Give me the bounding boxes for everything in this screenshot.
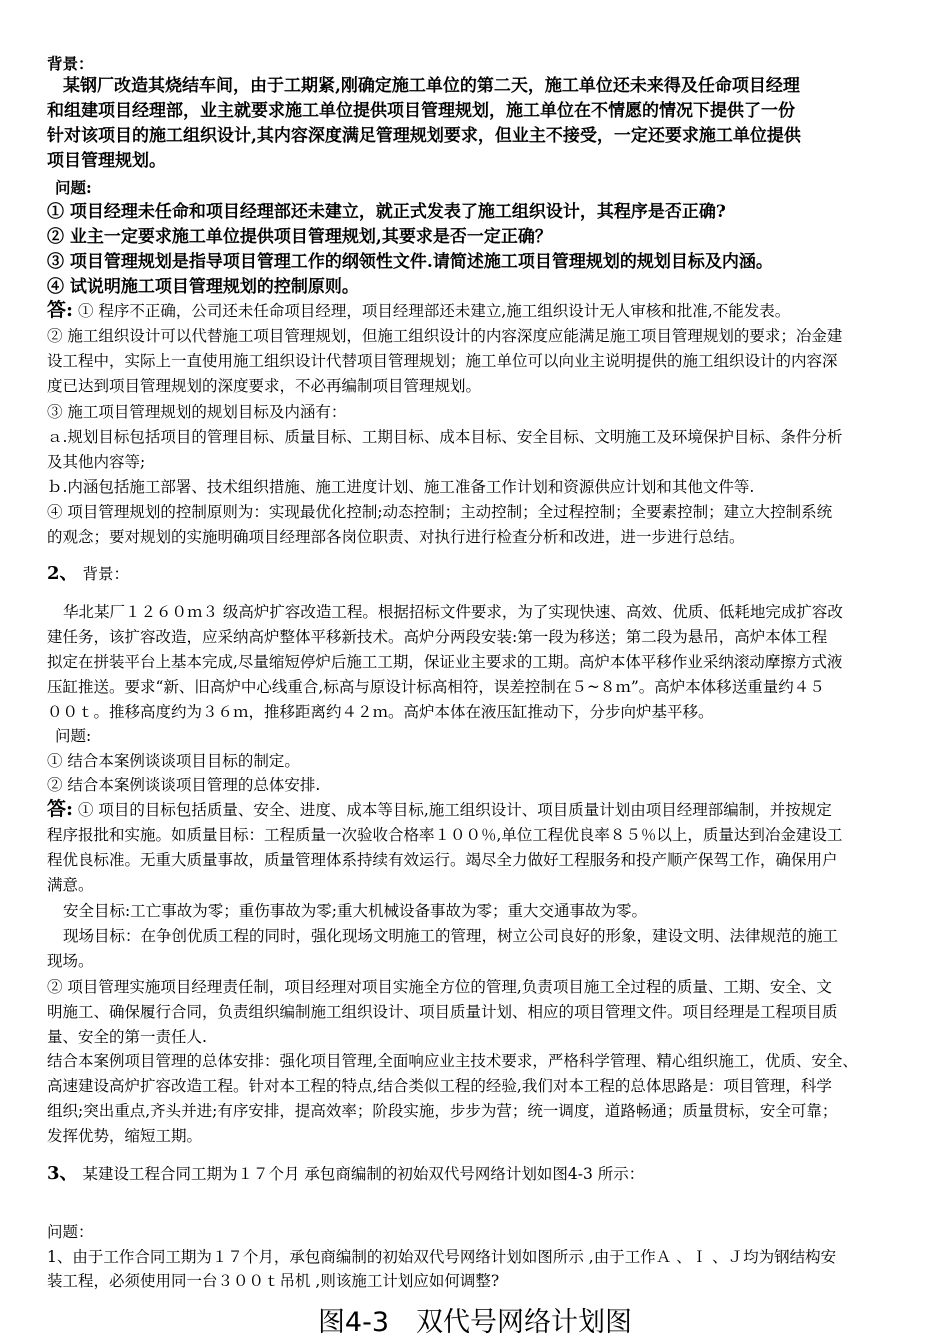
s2-heading	[47, 563, 129, 585]
s3-question-1-line: 装工程，必须使用同一台３００ｔ吊机 ,则该施工计划应如何调整?	[47, 1272, 500, 1290]
s2-site-goal-line: 现场。	[47, 952, 94, 970]
s1-question-heading: 问题:	[55, 178, 92, 197]
s2-overall-arrangement-line: 高速建设高炉扩容改造工程。针对本工程的特点,结合类似工程的经验,我们对本工程的总体思路是：项目管理，科学	[47, 1077, 832, 1095]
s1-paragraph-line: 项目管理规划。	[47, 151, 166, 171]
s1-answer-3a-line: ａ.规划目标包括项目的管理目标、质量目标、工期目标、成本目标、安全目标、文明施工及环境保护目标、条件分析	[47, 428, 843, 446]
s2-answer-line-1	[47, 799, 832, 821]
s1-answer-3: ③ 施工项目管理规划的规划目标及内涵有：	[47, 403, 347, 421]
s2-question-1: ① 结合本案例谈谈项目目标的制定。	[47, 752, 300, 770]
answer-label: 答:	[47, 299, 74, 321]
section-number: 3、	[47, 1163, 78, 1184]
s1-answer-1: ① 程序不正确，公司还未任命项目经理，项目经理部还未建立,施工组织设计无人审核和批准,不能发表。	[77, 302, 791, 320]
s2-answer-1-line: 程序报批和实施。如质量目标：工程质量一次验收合格率１００％,单位工程优良率８５％以上，质量达到冶金建设工	[47, 826, 843, 844]
s2-answer-2-line: 明施工、确保履行合同，负责组织编制施工组织设计、项目质量计划、相应的项目管理文件。项目经理是工程项目质	[47, 1003, 838, 1021]
s1-answer-2-line: ② 施工组织设计可以代替施工项目管理规划，但施工组织设计的内容深度应能满足施工项目管理规划的要求；冶金建	[47, 327, 843, 345]
s3-intro: 某建设工程合同工期为１７个月 承包商编制的初始双代号网络计划如图4-3 所示：	[82, 1165, 645, 1183]
s1-question-4: ④ 试说明施工项目管理规划的控制原则。	[47, 277, 359, 297]
answer-label: 答:	[47, 798, 74, 820]
s2-paragraph-line: 压缸推送。要求“新、旧高炉中心线重合,标高与原设计标高相符，误差控制在５~８ｍ”。高炉本体移送重量约４５	[47, 678, 825, 696]
s3-heading	[47, 1163, 644, 1185]
s2-answer-2-line: 量、安全的第一责任人.	[47, 1028, 207, 1046]
s1-question-3: ③ 项目管理规划是指导项目管理工作的纲领性文件.请简述施工项目管理规划的规划目标及内涵。	[47, 252, 773, 272]
s2-paragraph-line: 拟定在拼装平台上基本完成,尽量缩短停炉后施工工期，保证业主要求的工期。高炉本体平移作业采纳滚动摩擦方式液	[47, 653, 843, 671]
s2-answer-1-line: 程优良标准。无重大质量事故，质量管理体系持续有效运行。竭尽全力做好工程服务和投产顺产保驾工作，确保用户	[47, 851, 838, 869]
figure-caption: 图4-3 双代号网络计划图	[317, 1307, 633, 1338]
s1-paragraph-line: 和组建项目经理部，业主就要求施工单位提供项目管理规划，施工单位在不情愿的情况下提供了一份	[47, 101, 795, 121]
s1-paragraph-line: 某钢厂改造其烧结车间，由于工期紧,刚确定施工单位的第二天，施工单位还未来得及任命项目经理	[63, 76, 800, 96]
s2-site-goal-line: 现场目标：在争创优质工程的同时，强化现场文明施工的管理，树立公司良好的形象，建设文明、法律规范的施工	[63, 927, 839, 945]
s2-answer-2-line: ② 项目管理实施项目经理责任制，项目经理对项目实施全方位的管理,负责项目施工全过程的质量、工期、安全、文	[47, 978, 832, 996]
s1-answer-line-1	[47, 300, 790, 322]
section-number: 2、	[47, 563, 78, 584]
s1-answer-3a-line: 及其他内容等;	[47, 453, 146, 471]
s2-overall-arrangement-line: 发挥优势，缩短工期。	[47, 1127, 203, 1145]
s1-question-1: ① 项目经理未任命和项目经理部还未建立，就正式发表了施工组织设计，其程序是否正确?	[47, 202, 726, 222]
s3-question-1-line: 1、由于工作合同工期为１７个月，承包商编制的初始双代号网络计划如图所示 ,由于工作Ａ 、Ｉ 、Ｊ均为钢结构安	[47, 1248, 837, 1266]
s2-paragraph-line: 华北某厂１２６０ｍ３ 级高炉扩容改造工程。根据招标文件要求，为了实现快速、高效、优质、低耗地完成扩容改	[63, 603, 843, 621]
s2-question-2: ② 结合本案例谈谈项目管理的总体安排.	[47, 776, 321, 794]
s1-question-2: ② 业主一定要求施工单位提供项目管理规划,其要求是否一定正确？	[47, 227, 552, 247]
s2-safety-goal: 安全目标:工亡事故为零；重伤事故为零;重大机械设备事故为零；重大交通事故为零。	[63, 902, 647, 920]
s2-question-heading: 问题:	[55, 727, 92, 745]
s2-paragraph-line: 建任务，该扩容改造，应采纳高炉整体平移新技术。高炉分两段安装:第一段为移送；第二段为悬吊，高炉本体工程	[47, 628, 828, 646]
s2-answer-1: ① 项目的目标包括质量、安全、进度、成本等目标,施工组织设计、项目质量计划由项目经理部编制，并按规定	[77, 801, 832, 819]
s3-question-heading: 问题：	[47, 1223, 94, 1241]
s2-answer-1-line: 满意。	[47, 876, 94, 894]
s1-background-heading: 背景：	[47, 54, 94, 73]
s2-overall-arrangement-line: 结合本案例项目管理的总体安排：强化项目管理,全面响应业主技术要求，严格科学管理、精心组织施工，优质、安全、	[47, 1052, 858, 1070]
s1-paragraph-line: 针对该项目的施工组织设计,其内容深度满足管理规划要求，但业主不接受，一定还要求施工单位提供	[47, 126, 801, 146]
s2-overall-arrangement-line: 组织;突出重点,齐头并进;有序安排，提高效率；阶段实施，步步为营；统一调度，道路畅通；质量贯标，安全可靠；	[47, 1102, 838, 1120]
s1-answer-2-line: 设工程中，实际上一直使用施工组织设计代替项目管理规划；施工单位可以向业主说明提供的施工组织设计的内容深	[47, 352, 838, 370]
s2-background-heading: 背景：	[82, 565, 129, 583]
s1-answer-4-line: 的观念；要对规划的实施明确项目经理部各岗位职责、对执行进行检查分析和改进，进一步进行总结。	[47, 528, 745, 546]
s1-answer-2-line: 度已达到项目管理规划的深度要求，不必再编制项目管理规划。	[47, 377, 482, 395]
s1-answer-4-line: ④ 项目管理规划的控制原则为：实现最优化控制;动态控制；主动控制；全过程控制；全要素控制；建立大控制系统	[47, 503, 833, 521]
s1-answer-3b: ｂ.内涵包括施工部署、技术组织措施、施工进度计划、施工准备工作计划和资源供应计划和其他文件等.	[47, 478, 755, 496]
s2-paragraph-line: ００ｔ。推移高度约为３６ｍ，推移距离约４２ｍ。高炉本体在液压缸推动下，分步向炉基平移。	[47, 703, 714, 721]
